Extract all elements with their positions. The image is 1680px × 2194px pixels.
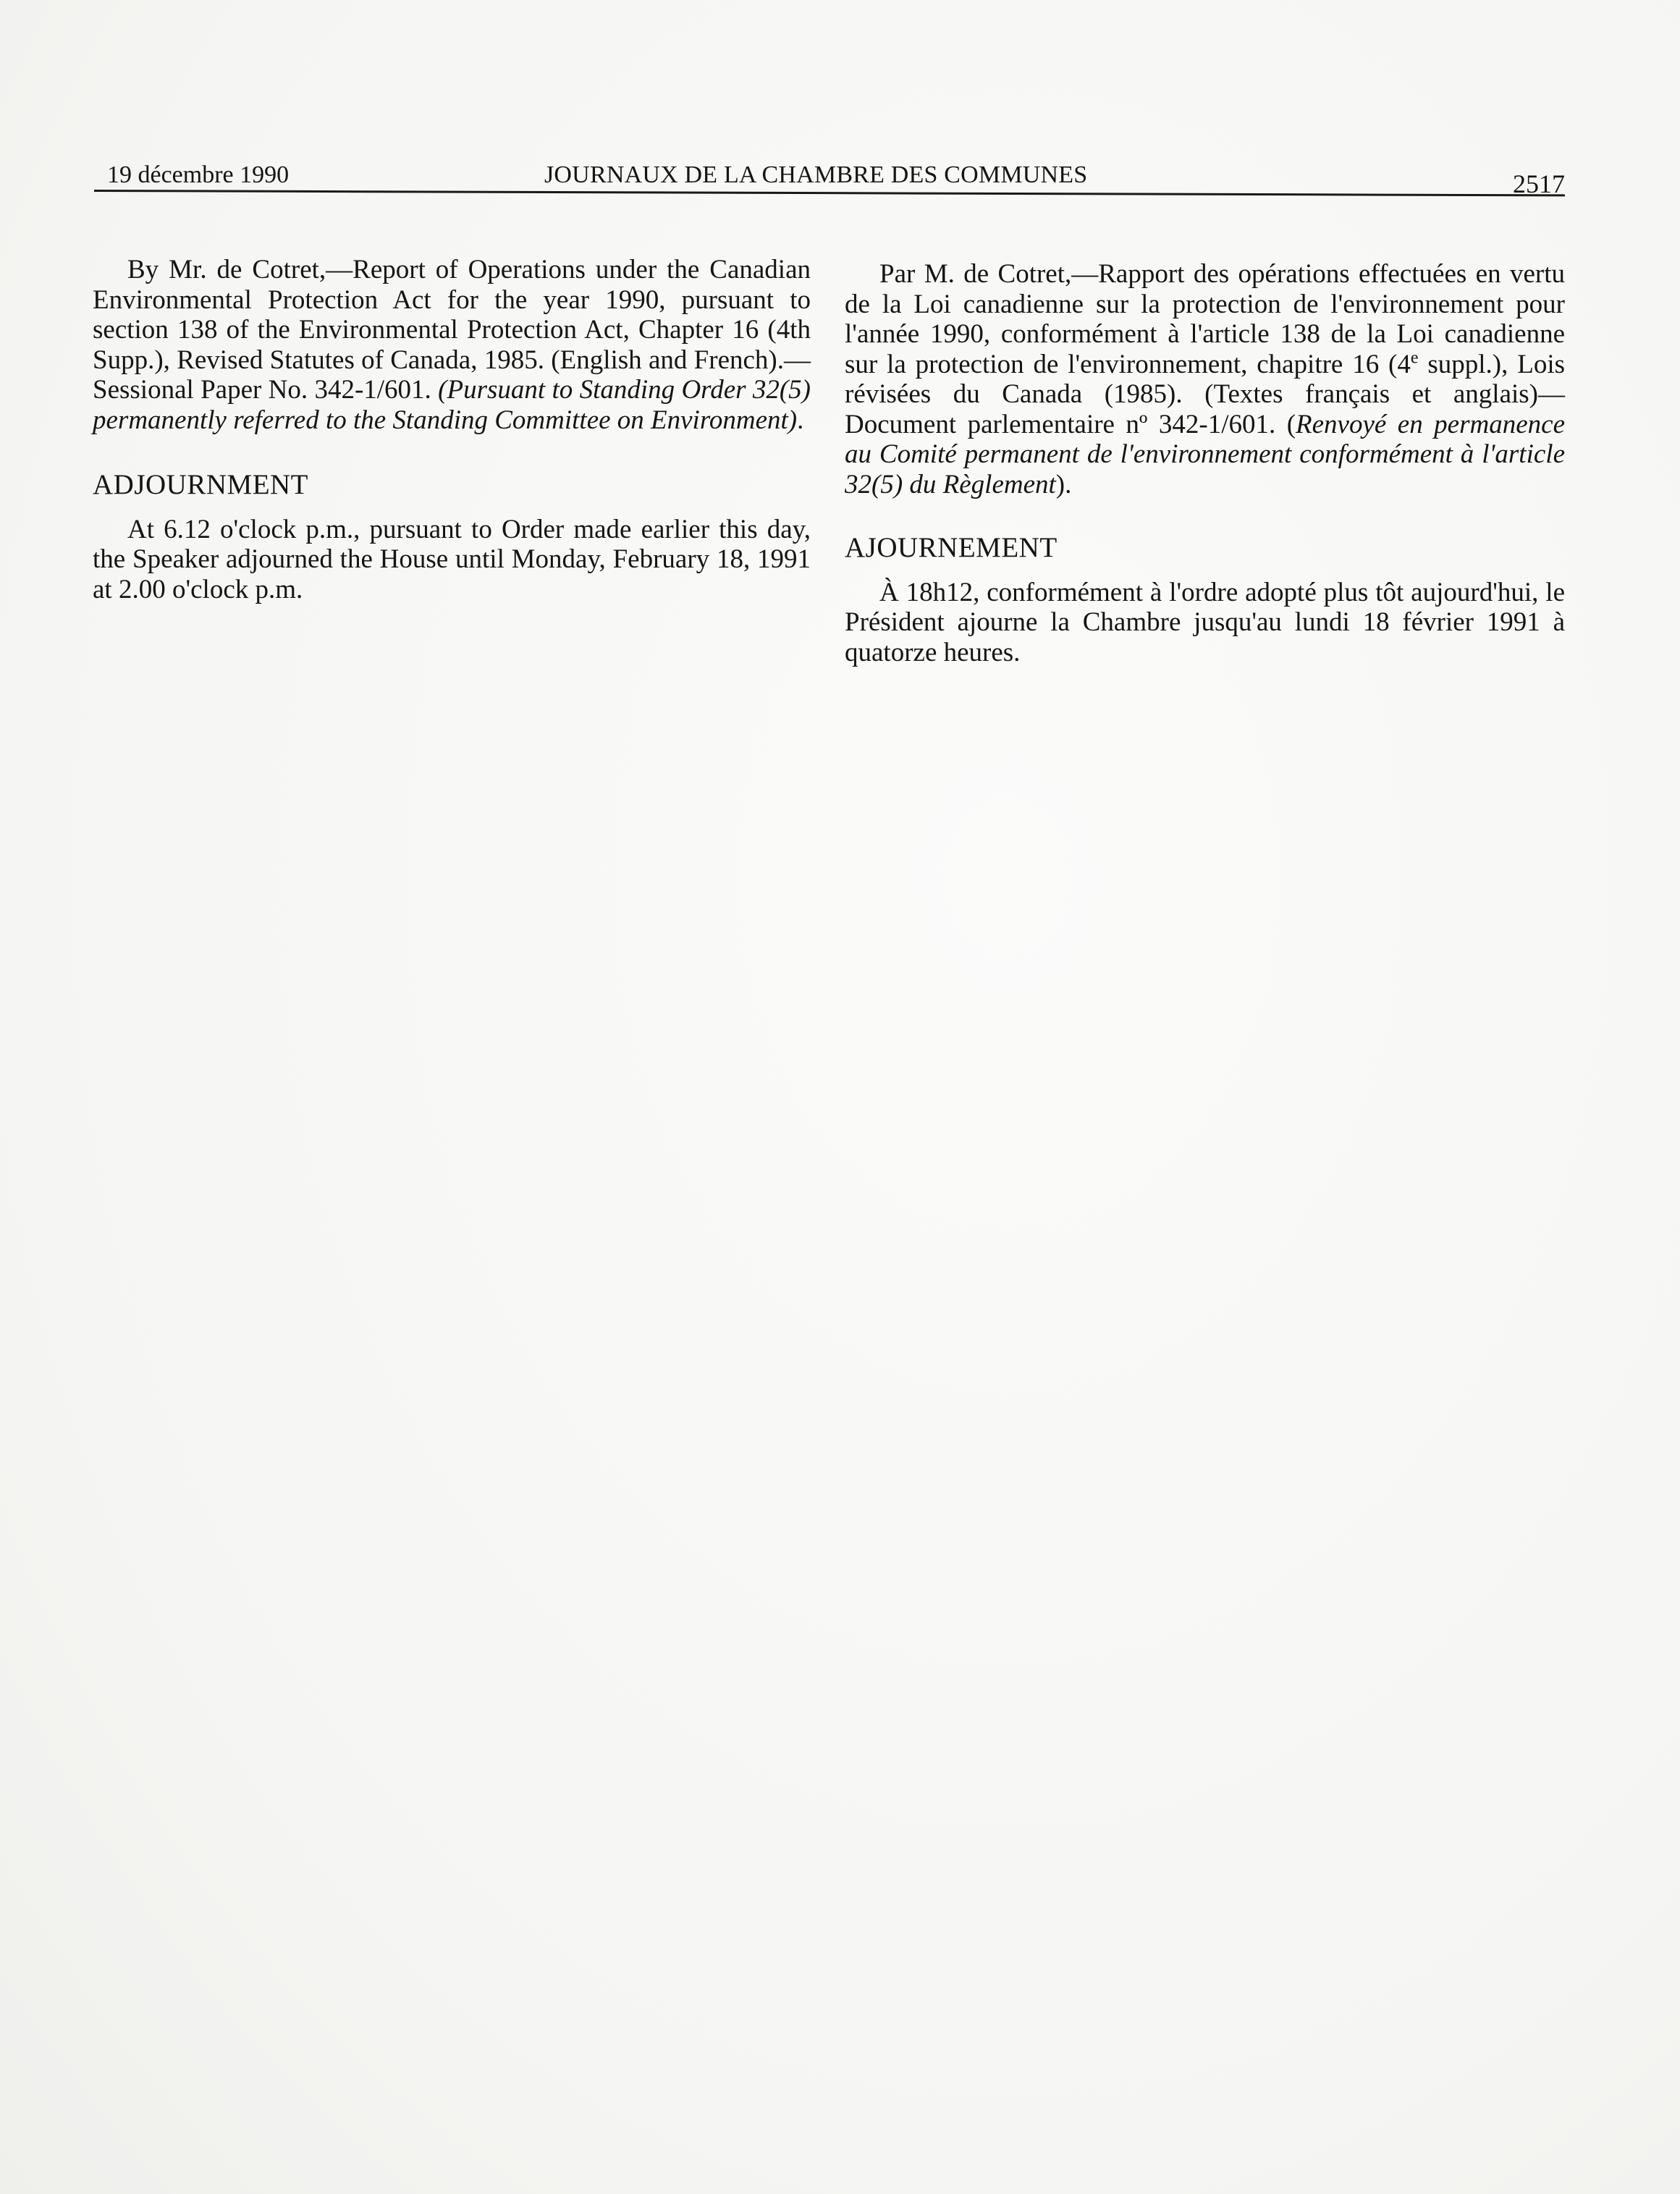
french-report-paragraph [845, 259, 1565, 499]
french-adjournment-heading: AJOURNEMENT [845, 532, 1058, 563]
french-report-referral: Renvoyé en permanence au Comité permanent de l'environnement conformément à l'article 32(5) du Règlement [845, 409, 1565, 499]
header-date: 19 décembre 1990 [107, 161, 290, 188]
french-report-text-2: suppl.), Lois révisées du Canada (1985). (Textes français et anglais)—Document parlementaire nº 342-1/601. [845, 349, 1566, 439]
english-adjournment-text: At 6.12 o'clock p.m., pursuant to Order made earlier this day, the Speaker adjourned the House until Monday, February 18, 1991 at 2.00 o'clock p.m. [93, 514, 811, 604]
english-report-paragraph [93, 255, 811, 435]
french-adjournment-text: À 18h12, conformément à l'ordre adopté plus tôt aujourd'hui, le Président ajourne la Chambre jusqu'au lundi 18 février 1991 à quatorze heures. [845, 577, 1565, 667]
english-column [93, 255, 811, 604]
english-report-end: . [797, 405, 804, 435]
french-column [845, 259, 1565, 667]
french-report-end: ). [1055, 469, 1072, 499]
french-report-text-1: Par M. de Cotret,—Rapport des opérations effectuées en vertu de la Loi canadienne sur la protection de l'environnement pour l'année 1990, conformément à l'article 138 de la Loi canadienne sur la protection de l'environnement, chapitre 16 (4 [845, 259, 1565, 379]
french-report-paren-open: ( [1286, 409, 1296, 439]
page-number: 2517 [1513, 169, 1565, 198]
journal-title: JOURNAUX DE LA CHAMBRE DES COMMUNES [544, 161, 1088, 188]
english-report-text: By Mr. de Cotret,—Report of Operations under the Canadian Environmental Protection Act for the year 1990, pursuant to section 138 of the Environmental Protection Act, Chapter 16 (4th Supp.), Revised Statutes of Canada, 1985. (English and French).—Sessional Paper No. 342-1/601. [93, 255, 811, 405]
french-report-superscript: e [1410, 348, 1419, 368]
english-adjournment-heading: ADJOURNMENT [93, 469, 308, 500]
english-report-referral: (Pursuant to Standing Order 32(5) permanently referred to the Standing Committee on Environment) [93, 375, 811, 435]
